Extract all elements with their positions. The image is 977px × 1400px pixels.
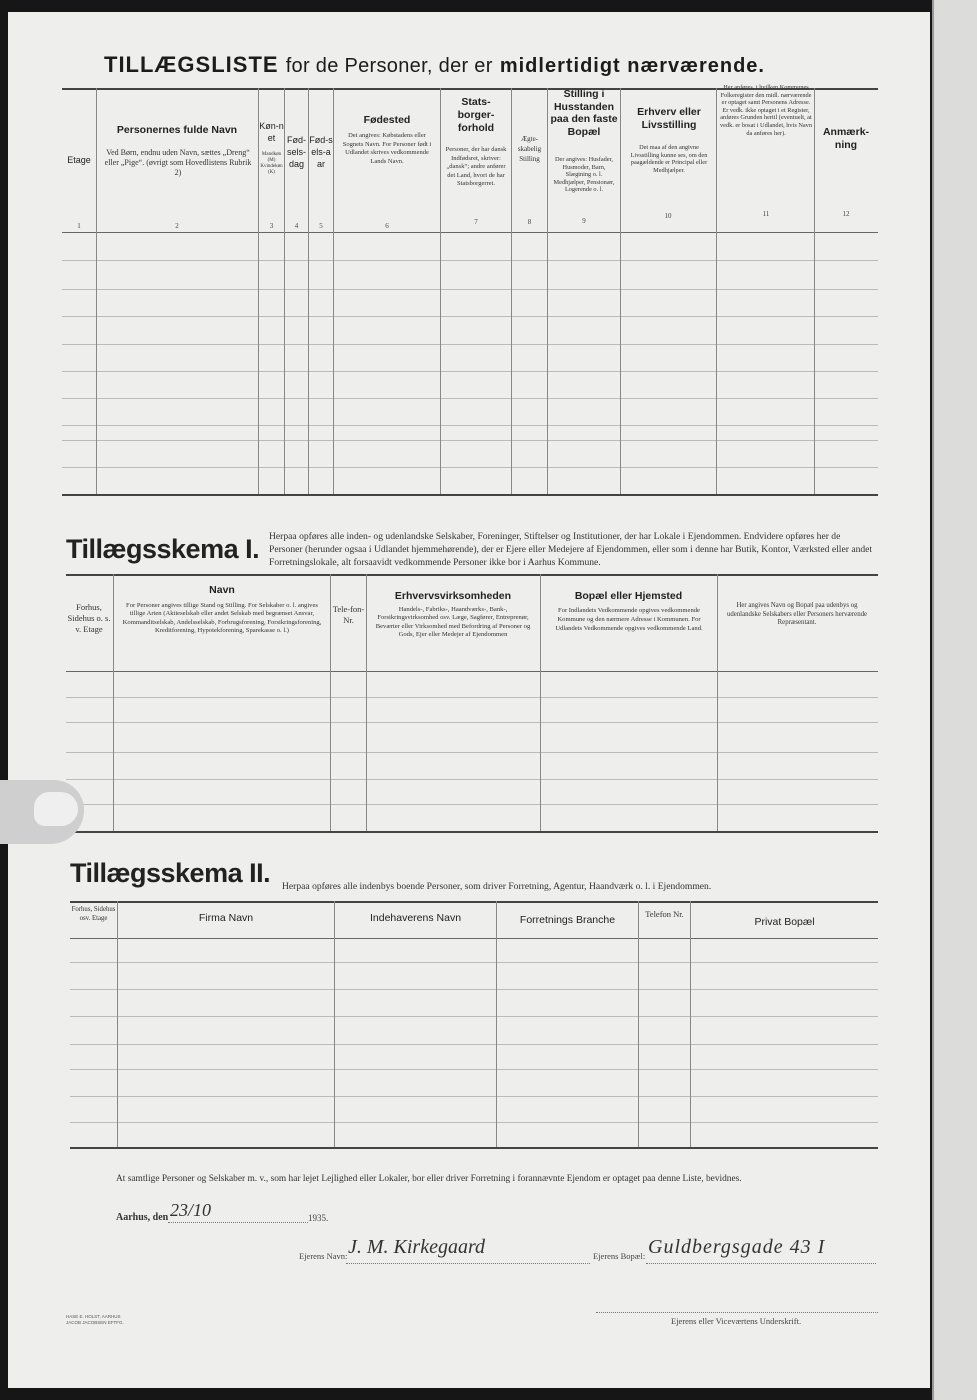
certification-statement: At samtlige Personer og Selskaber m. v., som har lejet Lejlighed eller Lokaler, bor eller driver Forretning i forannævnte Ejendom er optaget paa denne Liste, bevidnes. bbox=[116, 1174, 742, 1184]
col-occupation-note: Det maa af den angivne Livsstilling kunne ses, om den paagældende er Principal eller Medhjælper. bbox=[630, 144, 708, 174]
col-etage-title: Etage bbox=[67, 155, 91, 165]
place-date-label: Aarhus, den bbox=[116, 1212, 169, 1223]
schema-1-intro: Herpaa opføres alle inden- og udenlandske Selskaber, Foreninger, Stiftelser og Institutioner, der har Lokale i Ejendommen. Endvidere opføres her de Personer (herunder ogsaa i Udlandet hjemmehørende), der er Ejere eller Medejere af Ejendommen, eller som i denne har Butik, Kontor, Værksted eller andet Forretningslokale, alt forsaavidt vedkommende Personer ikke bor i Aarhus Kommune. bbox=[269, 531, 873, 568]
col-name-note: Ved Børn, endnu uden Navn, sættes „Dreng“ eller „Pige“. (øvrigt som Hovedlistens Rubrik 2) bbox=[104, 148, 252, 177]
main-title bbox=[104, 52, 765, 78]
col-6-number: 6 bbox=[385, 222, 389, 230]
col-7-number: 7 bbox=[474, 218, 478, 226]
schema2-col-private-address: Privat Bopæl bbox=[754, 916, 815, 928]
col-occupation-title: Erhverv eller Livsstilling bbox=[637, 106, 701, 131]
col-sex-title: Køn-net bbox=[259, 121, 284, 143]
owner-name-label: Ejerens Navn: bbox=[299, 1251, 348, 1261]
title-bold: TILLÆGSLISTE bbox=[104, 52, 279, 77]
col-marital-title: Ægte-skabelig Stilling bbox=[517, 135, 542, 163]
handwritten-owner-address: Guldbergsgade 43 I bbox=[648, 1236, 826, 1258]
schema1-col-business-note: Handels-, Fabriks-, Haandværks-, Bank-, Forsikringsvirksomhed osv. Læge, Sagfører, Entreprenør, Beværter eller Virksomhed med Befordring af Personer og Gods, Ejer eller Medejer af Ejendommen bbox=[375, 606, 531, 639]
col-birthplace-note: Det angives: Købstadens eller Sognets Navn. For Personer født i Udlandet skrives vedkommende Lands Navn. bbox=[342, 132, 432, 165]
col-5-number: 5 bbox=[319, 222, 323, 230]
year-label: 1935. bbox=[308, 1213, 329, 1223]
signature-caption: Ejerens eller Viceværtens Underskrift. bbox=[671, 1316, 802, 1326]
printer-line-2: JACOB JACOBSEN EFTFG. bbox=[66, 1320, 124, 1325]
printer-line-1: HASE E. HOLST, AARHUS bbox=[66, 1314, 121, 1319]
col-10-number: 10 bbox=[664, 212, 672, 220]
schema1-col-business-title: Erhvervsvirksomheden bbox=[394, 590, 512, 602]
col-1-number: 1 bbox=[77, 222, 81, 230]
schema-2-intro: Herpaa opføres alle indenbys boende Personer, som driver Forretning, Agentur, Haandværk o. l. i Ejendommen. bbox=[282, 881, 712, 892]
col-household-title: Stilling i Husstanden paa den faste Bopæl bbox=[550, 88, 618, 138]
col-address-note: Her anføres, i hvilken Kommunes Folkeregister den midl. nærværende er optaget samt Personens Adresse. Er vedk. ikke optaget i et Register, anføres Grunden hertil (eventuelt, at vedk. er bosat i Udlandet, hvis Navn da anføres her). bbox=[720, 84, 812, 137]
schema2-col-branch: Forretnings Branche bbox=[519, 914, 616, 926]
schema2-col-phone: Telefon Nr. bbox=[645, 909, 684, 919]
title-middle: for de Personer, der er bbox=[285, 55, 493, 77]
col-9-number: 9 bbox=[582, 217, 586, 225]
schema1-col-name-note: For Personer angives tillige Stand og Stilling. For Selskaber o. l. angives tillige Arten (Aktieselskab eller andet Selskab med begrænset Ansvar, Kommanditselskab, Andelsselskab, Forbrugsforening, Forsikringsforening, Kreditforening, Hypotekforening, Sparekasse o. l.) bbox=[122, 602, 322, 635]
col-11-number: 11 bbox=[762, 210, 770, 218]
thumb-nail bbox=[34, 792, 78, 826]
schema1-col-etage: Forhus, Sidehus o. s. v. Etage bbox=[67, 602, 111, 634]
schema1-col-representative-note: Her angives Navn og Bopæl paa udenbys og udenlandske Selskabers eller Personers herværende Repræsentant. bbox=[726, 602, 868, 627]
adjacent-page-edge bbox=[932, 0, 977, 1400]
title-emphasis: midlertidigt nærværende. bbox=[499, 55, 765, 77]
col-2-number: 2 bbox=[175, 222, 179, 230]
col-citizenship-title: Stats-borger-forhold bbox=[457, 96, 495, 134]
handwritten-date: 23/10 bbox=[170, 1200, 212, 1220]
col-birthplace-title: Fødested bbox=[363, 114, 411, 126]
schema-1-title: Tillægsskema I. bbox=[66, 534, 260, 564]
col-remark-title: Anmærk-ning bbox=[822, 126, 870, 151]
schema1-col-name-title: Navn bbox=[209, 584, 235, 596]
col-8-number: 8 bbox=[527, 218, 532, 226]
col-citizenship-note: Personer, der har dansk Indfødsret, skriver: „dansk“; andre anfører det Land, hvori de har Statsborgerret. bbox=[445, 146, 507, 187]
schema1-col-phone: Tele-fon-Nr. bbox=[332, 604, 365, 625]
schema2-col-firm: Firma Navn bbox=[198, 912, 254, 924]
col-birthyear-title: Fød-sels-aar bbox=[309, 135, 333, 169]
col-4-number: 4 bbox=[294, 222, 299, 230]
handwritten-owner-name: J. M. Kirkegaard bbox=[348, 1236, 486, 1258]
col-birthday-title: Fød-sels-dag bbox=[286, 135, 306, 169]
col-3-number: 3 bbox=[269, 222, 274, 230]
schema1-col-residence-note: For Indlandets Vedkommende opgives vedkommende Kommune og den nærmere Adresse i Kommunen. For Udlandets Vedkommende opgives vedkommende Land. bbox=[555, 607, 703, 632]
col-sex-note: Mandkøn (M) Kvindekøn (K) bbox=[260, 152, 283, 175]
col-name-title: Personernes fulde Navn bbox=[116, 124, 238, 136]
printer-mark bbox=[66, 1314, 124, 1326]
schema2-col-owner: Indehaverens Navn bbox=[369, 912, 462, 924]
schema2-col-etage: Forhus, Sidehus osv. Etage bbox=[71, 906, 116, 922]
col-household-note: Der angives: Husfader, Husmoder, Barn, Slægtning o. l. Medhjælper, Pensionær, Logerende o. l. bbox=[553, 156, 615, 193]
owner-address-label: Ejerens Bopæl: bbox=[593, 1251, 646, 1261]
schema1-col-residence-title: Bopæl eller Hjemsted bbox=[574, 590, 683, 602]
schema-2-title: Tillægsskema II. bbox=[70, 858, 271, 888]
col-12-number: 12 bbox=[842, 210, 850, 218]
